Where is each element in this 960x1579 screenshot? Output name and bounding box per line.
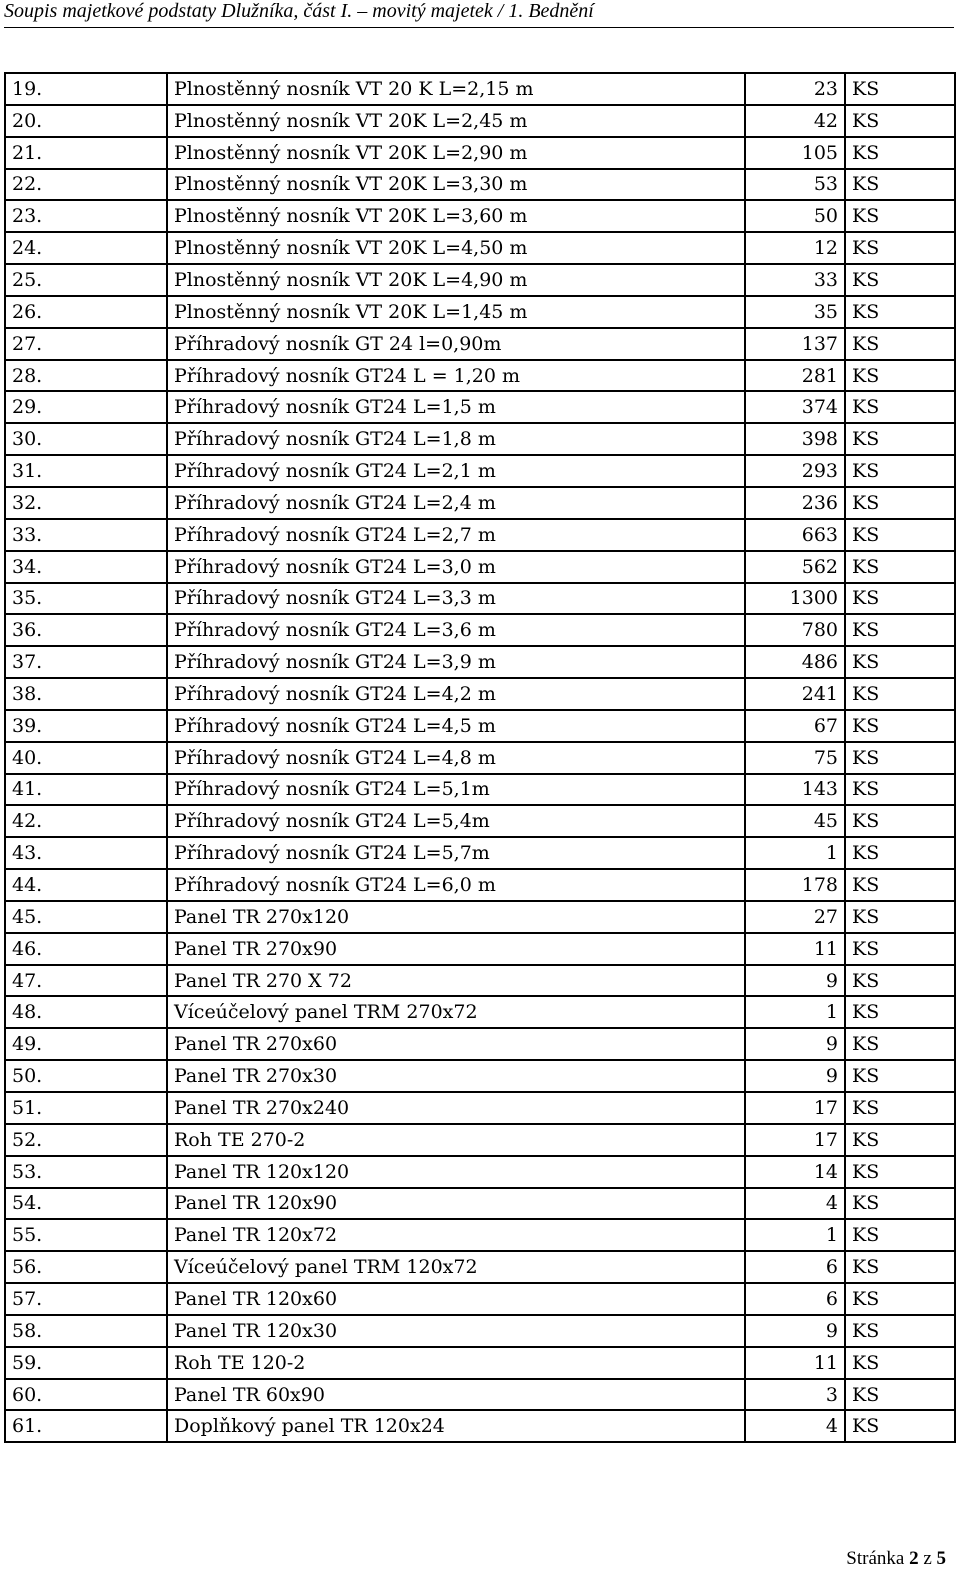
- table-row: [5, 1379, 955, 1411]
- table-row: [5, 1251, 955, 1283]
- item-quantity: 14: [745, 1156, 845, 1188]
- item-name: Příhradový nosník GT24 L=5,7m: [167, 837, 745, 869]
- item-quantity: 236: [745, 487, 845, 519]
- table-row: [5, 137, 955, 169]
- item-quantity: 11: [745, 933, 845, 965]
- item-name: Plnostěnný nosník VT 20K L=3,60 m: [167, 200, 745, 232]
- item-name: Panel TR 270x90: [167, 933, 745, 965]
- item-quantity: 17: [745, 1124, 845, 1156]
- footer-page: 2: [909, 1548, 919, 1569]
- item-number: 54.: [5, 1188, 167, 1220]
- item-name: Plnostěnný nosník VT 20K L=1,45 m: [167, 296, 745, 328]
- page-footer: [846, 1548, 946, 1570]
- item-number: 55.: [5, 1219, 167, 1251]
- item-number: 56.: [5, 1251, 167, 1283]
- item-name: Příhradový nosník GT24 L=4,8 m: [167, 742, 745, 774]
- item-unit: KS: [845, 646, 955, 678]
- item-unit: KS: [845, 455, 955, 487]
- item-quantity: 562: [745, 551, 845, 583]
- item-quantity: 42: [745, 105, 845, 137]
- table-row: [5, 996, 955, 1028]
- item-name: Panel TR 120x30: [167, 1315, 745, 1347]
- item-unit: KS: [845, 551, 955, 583]
- item-name: Panel TR 270x240: [167, 1092, 745, 1124]
- item-quantity: 45: [745, 805, 845, 837]
- item-name: Příhradový nosník GT24 L=2,1 m: [167, 455, 745, 487]
- item-name: Panel TR 120x60: [167, 1283, 745, 1315]
- item-unit: KS: [845, 391, 955, 423]
- item-name: Příhradový nosník GT24 L=2,4 m: [167, 487, 745, 519]
- item-number: 30.: [5, 423, 167, 455]
- item-unit: KS: [845, 869, 955, 901]
- item-name: Panel TR 270x30: [167, 1060, 745, 1092]
- item-name: Příhradový nosník GT24 L=2,7 m: [167, 519, 745, 551]
- item-quantity: 9: [745, 965, 845, 997]
- item-unit: KS: [845, 1124, 955, 1156]
- item-quantity: 137: [745, 328, 845, 360]
- item-unit: KS: [845, 805, 955, 837]
- table-row: [5, 1124, 955, 1156]
- item-unit: KS: [845, 423, 955, 455]
- table-row: [5, 264, 955, 296]
- item-name: Panel TR 120x90: [167, 1188, 745, 1220]
- item-number: 61.: [5, 1410, 167, 1442]
- footer-total: 5: [936, 1548, 946, 1569]
- item-number: 50.: [5, 1060, 167, 1092]
- item-name: Plnostěnný nosník VT 20K L=2,45 m: [167, 105, 745, 137]
- item-unit: KS: [845, 965, 955, 997]
- item-unit: KS: [845, 328, 955, 360]
- item-quantity: 17: [745, 1092, 845, 1124]
- item-number: 27.: [5, 328, 167, 360]
- item-unit: KS: [845, 933, 955, 965]
- item-number: 60.: [5, 1379, 167, 1411]
- item-name: Plnostěnný nosník VT 20K L=4,50 m: [167, 232, 745, 264]
- item-quantity: 398: [745, 423, 845, 455]
- item-number: 38.: [5, 678, 167, 710]
- table-row: [5, 1347, 955, 1379]
- table-row: [5, 1219, 955, 1251]
- item-number: 29.: [5, 391, 167, 423]
- table-row: [5, 933, 955, 965]
- table-row: [5, 519, 955, 551]
- table-row: [5, 646, 955, 678]
- item-unit: KS: [845, 774, 955, 806]
- item-name: Roh TE 270-2: [167, 1124, 745, 1156]
- item-unit: KS: [845, 1060, 955, 1092]
- table-row: [5, 391, 955, 423]
- item-number: 23.: [5, 200, 167, 232]
- item-name: Víceúčelový panel TRM 270x72: [167, 996, 745, 1028]
- item-quantity: 281: [745, 360, 845, 392]
- table-row: [5, 296, 955, 328]
- item-number: 32.: [5, 487, 167, 519]
- item-unit: KS: [845, 901, 955, 933]
- item-unit: KS: [845, 1028, 955, 1060]
- item-number: 59.: [5, 1347, 167, 1379]
- table-row: [5, 1060, 955, 1092]
- table-row: [5, 1315, 955, 1347]
- item-name: Příhradový nosník GT24 L = 1,20 m: [167, 360, 745, 392]
- item-number: 21.: [5, 137, 167, 169]
- item-unit: KS: [845, 614, 955, 646]
- table-row: [5, 710, 955, 742]
- item-name: Panel TR 60x90: [167, 1379, 745, 1411]
- item-name: Příhradový nosník GT24 L=1,5 m: [167, 391, 745, 423]
- item-unit: KS: [845, 1188, 955, 1220]
- item-name: Panel TR 270 X 72: [167, 965, 745, 997]
- table-row: [5, 455, 955, 487]
- item-unit: KS: [845, 105, 955, 137]
- item-quantity: 9: [745, 1315, 845, 1347]
- table-row: [5, 837, 955, 869]
- table-row: [5, 169, 955, 201]
- item-unit: KS: [845, 710, 955, 742]
- item-number: 40.: [5, 742, 167, 774]
- item-name: Příhradový nosník GT24 L=6,0 m: [167, 869, 745, 901]
- item-unit: KS: [845, 1219, 955, 1251]
- item-quantity: 9: [745, 1060, 845, 1092]
- item-unit: KS: [845, 296, 955, 328]
- item-name: Panel TR 270x120: [167, 901, 745, 933]
- table-row: [5, 965, 955, 997]
- item-quantity: 27: [745, 901, 845, 933]
- item-name: Příhradový nosník GT24 L=3,6 m: [167, 614, 745, 646]
- item-name: Příhradový nosník GT24 L=5,1m: [167, 774, 745, 806]
- item-quantity: 9: [745, 1028, 845, 1060]
- item-unit: KS: [845, 487, 955, 519]
- item-number: 34.: [5, 551, 167, 583]
- item-quantity: 1: [745, 996, 845, 1028]
- footer-label: Stránka: [846, 1548, 905, 1569]
- item-quantity: 293: [745, 455, 845, 487]
- item-name: Panel TR 270x60: [167, 1028, 745, 1060]
- item-unit: KS: [845, 360, 955, 392]
- item-number: 58.: [5, 1315, 167, 1347]
- item-number: 33.: [5, 519, 167, 551]
- item-number: 26.: [5, 296, 167, 328]
- item-quantity: 35: [745, 296, 845, 328]
- item-number: 35.: [5, 583, 167, 615]
- item-number: 46.: [5, 933, 167, 965]
- page-header: [4, 0, 954, 28]
- item-quantity: 4: [745, 1410, 845, 1442]
- item-quantity: 53: [745, 169, 845, 201]
- item-unit: KS: [845, 837, 955, 869]
- item-quantity: 50: [745, 200, 845, 232]
- item-unit: KS: [845, 1315, 955, 1347]
- item-number: 44.: [5, 869, 167, 901]
- item-number: 37.: [5, 646, 167, 678]
- table-row: [5, 1188, 955, 1220]
- item-number: 31.: [5, 455, 167, 487]
- item-number: 39.: [5, 710, 167, 742]
- item-number: 42.: [5, 805, 167, 837]
- item-unit: KS: [845, 200, 955, 232]
- table-row: [5, 232, 955, 264]
- item-name: Plnostěnný nosník VT 20 K L=2,15 m: [167, 73, 745, 105]
- header-title: Soupis majetkové podstaty Dlužníka, část I. – movitý majetek / 1. Bednění: [4, 0, 594, 22]
- item-unit: KS: [845, 169, 955, 201]
- item-number: 49.: [5, 1028, 167, 1060]
- table-row: [5, 1092, 955, 1124]
- table-row: [5, 423, 955, 455]
- item-name: Plnostěnný nosník VT 20K L=4,90 m: [167, 264, 745, 296]
- item-name: Příhradový nosník GT24 L=4,5 m: [167, 710, 745, 742]
- item-unit: KS: [845, 232, 955, 264]
- table-row: [5, 1028, 955, 1060]
- item-number: 57.: [5, 1283, 167, 1315]
- item-quantity: 374: [745, 391, 845, 423]
- item-quantity: 4: [745, 1188, 845, 1220]
- item-quantity: 105: [745, 137, 845, 169]
- item-quantity: 486: [745, 646, 845, 678]
- table-row: [5, 487, 955, 519]
- item-number: 20.: [5, 105, 167, 137]
- item-name: Panel TR 120x72: [167, 1219, 745, 1251]
- item-quantity: 6: [745, 1283, 845, 1315]
- item-quantity: 143: [745, 774, 845, 806]
- item-quantity: 1: [745, 837, 845, 869]
- item-quantity: 3: [745, 1379, 845, 1411]
- item-unit: KS: [845, 1251, 955, 1283]
- item-unit: KS: [845, 1379, 955, 1411]
- footer-of: z: [923, 1548, 932, 1569]
- item-quantity: 241: [745, 678, 845, 710]
- table-row: [5, 328, 955, 360]
- item-quantity: 11: [745, 1347, 845, 1379]
- item-quantity: 1300: [745, 583, 845, 615]
- item-number: 47.: [5, 965, 167, 997]
- table-row: [5, 73, 955, 105]
- table-row: [5, 901, 955, 933]
- table-row: [5, 583, 955, 615]
- item-name: Příhradový nosník GT24 L=5,4m: [167, 805, 745, 837]
- item-name: Plnostěnný nosník VT 20K L=2,90 m: [167, 137, 745, 169]
- item-name: Roh TE 120-2: [167, 1347, 745, 1379]
- table-row: [5, 774, 955, 806]
- item-name: Příhradový nosník GT24 L=3,9 m: [167, 646, 745, 678]
- table-row: [5, 105, 955, 137]
- item-number: 53.: [5, 1156, 167, 1188]
- item-number: 36.: [5, 614, 167, 646]
- table-row: [5, 1410, 955, 1442]
- item-name: Příhradový nosník GT24 L=4,2 m: [167, 678, 745, 710]
- inventory-table: [4, 72, 956, 1443]
- table-row: [5, 1283, 955, 1315]
- item-unit: KS: [845, 519, 955, 551]
- item-quantity: 75: [745, 742, 845, 774]
- item-name: Víceúčelový panel TRM 120x72: [167, 1251, 745, 1283]
- item-unit: KS: [845, 1347, 955, 1379]
- item-name: Plnostěnný nosník VT 20K L=3,30 m: [167, 169, 745, 201]
- item-number: 51.: [5, 1092, 167, 1124]
- item-unit: KS: [845, 1283, 955, 1315]
- table-row: [5, 614, 955, 646]
- item-quantity: 33: [745, 264, 845, 296]
- item-unit: KS: [845, 678, 955, 710]
- item-number: 48.: [5, 996, 167, 1028]
- item-name: Příhradový nosník GT24 L=3,3 m: [167, 583, 745, 615]
- item-name: Příhradový nosník GT24 L=3,0 m: [167, 551, 745, 583]
- item-unit: KS: [845, 583, 955, 615]
- table-row: [5, 200, 955, 232]
- item-quantity: 178: [745, 869, 845, 901]
- item-number: 45.: [5, 901, 167, 933]
- item-unit: KS: [845, 73, 955, 105]
- item-number: 28.: [5, 360, 167, 392]
- item-number: 22.: [5, 169, 167, 201]
- table-row: [5, 742, 955, 774]
- item-number: 52.: [5, 1124, 167, 1156]
- item-name: Doplňkový panel TR 120x24: [167, 1410, 745, 1442]
- item-unit: KS: [845, 742, 955, 774]
- item-unit: KS: [845, 264, 955, 296]
- item-number: 41.: [5, 774, 167, 806]
- item-unit: KS: [845, 1156, 955, 1188]
- item-unit: KS: [845, 137, 955, 169]
- table-row: [5, 551, 955, 583]
- table-row: [5, 360, 955, 392]
- item-unit: KS: [845, 1410, 955, 1442]
- item-quantity: 6: [745, 1251, 845, 1283]
- item-number: 25.: [5, 264, 167, 296]
- item-unit: KS: [845, 996, 955, 1028]
- item-quantity: 67: [745, 710, 845, 742]
- item-number: 24.: [5, 232, 167, 264]
- item-name: Příhradový nosník GT24 L=1,8 m: [167, 423, 745, 455]
- item-quantity: 780: [745, 614, 845, 646]
- table-row: [5, 869, 955, 901]
- item-name: Panel TR 120x120: [167, 1156, 745, 1188]
- item-quantity: 12: [745, 232, 845, 264]
- item-name: Příhradový nosník GT 24 l=0,90m: [167, 328, 745, 360]
- item-quantity: 1: [745, 1219, 845, 1251]
- item-unit: KS: [845, 1092, 955, 1124]
- table-row: [5, 805, 955, 837]
- item-number: 19.: [5, 73, 167, 105]
- table-row: [5, 678, 955, 710]
- table-row: [5, 1156, 955, 1188]
- item-number: 43.: [5, 837, 167, 869]
- item-quantity: 23: [745, 73, 845, 105]
- item-quantity: 663: [745, 519, 845, 551]
